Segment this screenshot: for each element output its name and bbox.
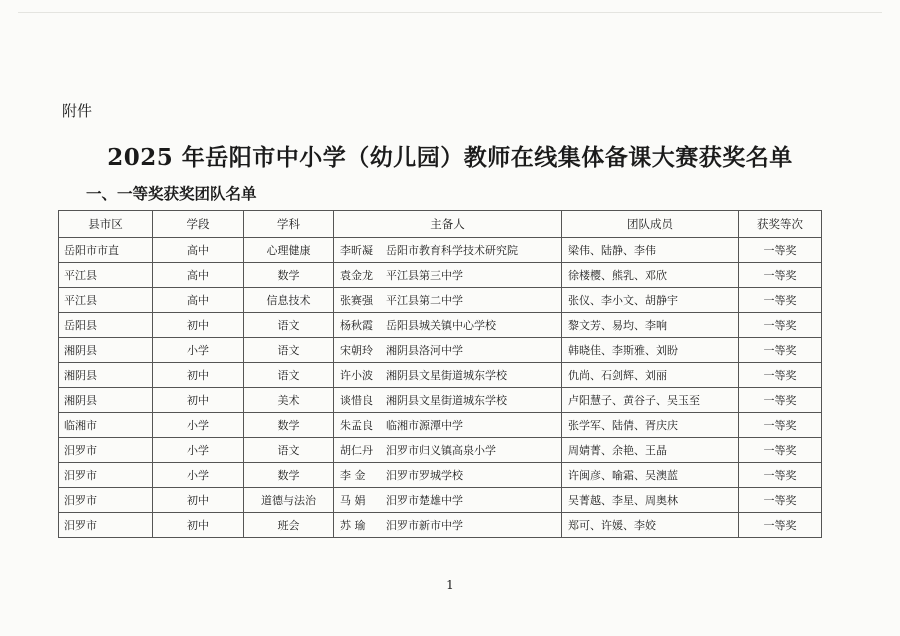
cell-award: 一等奖 <box>739 488 822 513</box>
cell-stage: 小学 <box>153 438 244 463</box>
cell-county: 汨罗市 <box>59 513 153 538</box>
lead-teacher-name: 李 金 <box>340 469 366 482</box>
cell-subject: 语文 <box>244 363 334 388</box>
cell-members: 黎文芳、易均、李响 <box>562 313 739 338</box>
cell-lead <box>334 288 562 313</box>
cell-county: 湘阴县 <box>59 388 153 413</box>
cell-stage: 小学 <box>153 413 244 438</box>
lead-teacher-school: 岳阳市教育科学技术研究院 <box>386 244 518 257</box>
cell-award: 一等奖 <box>739 313 822 338</box>
cell-lead <box>334 438 562 463</box>
cell-lead <box>334 238 562 263</box>
lead-teacher-name: 袁金龙 <box>340 269 373 282</box>
header-award: 获奖等次 <box>739 211 822 238</box>
header-subject: 学科 <box>244 211 334 238</box>
cell-stage: 初中 <box>153 313 244 338</box>
cell-stage: 高中 <box>153 263 244 288</box>
lead-teacher-school: 汨罗市归义镇高泉小学 <box>386 444 496 457</box>
cell-members: 吴菁越、李星、周奥林 <box>562 488 739 513</box>
cell-members: 张仪、李小文、胡静宇 <box>562 288 739 313</box>
lead-teacher-name: 胡仁丹 <box>340 444 373 457</box>
cell-county: 岳阳县 <box>59 313 153 338</box>
cell-subject: 语文 <box>244 438 334 463</box>
cell-lead <box>334 513 562 538</box>
cell-award: 一等奖 <box>739 388 822 413</box>
cell-lead <box>334 338 562 363</box>
cell-stage: 初中 <box>153 488 244 513</box>
lead-teacher-school: 平江县第二中学 <box>386 294 463 307</box>
table-row <box>59 463 822 488</box>
table-row <box>59 388 822 413</box>
cell-lead <box>334 488 562 513</box>
cell-lead <box>334 388 562 413</box>
cell-subject: 心理健康 <box>244 238 334 263</box>
cell-subject: 数学 <box>244 413 334 438</box>
lead-teacher-school: 临湘市源潭中学 <box>386 419 463 432</box>
cell-stage: 小学 <box>153 463 244 488</box>
cell-subject: 数学 <box>244 463 334 488</box>
cell-award: 一等奖 <box>739 513 822 538</box>
cell-award: 一等奖 <box>739 338 822 363</box>
award-table-body <box>59 238 822 538</box>
lead-teacher-name: 谈惜良 <box>340 394 373 407</box>
table-row <box>59 338 822 363</box>
cell-members: 许闽彦、喻霜、吴澳蓝 <box>562 463 739 488</box>
award-table <box>58 210 822 538</box>
cell-stage: 初中 <box>153 513 244 538</box>
lead-teacher-name: 张赛强 <box>340 294 373 307</box>
header-lead: 主备人 <box>334 211 562 238</box>
cell-subject: 信息技术 <box>244 288 334 313</box>
cell-stage: 初中 <box>153 388 244 413</box>
cell-lead <box>334 313 562 338</box>
page-top-edge <box>18 12 882 13</box>
cell-award: 一等奖 <box>739 288 822 313</box>
lead-teacher-school: 汨罗市新市中学 <box>386 519 463 532</box>
table-row <box>59 513 822 538</box>
cell-members: 卢阳慧子、黄谷子、吴玉至 <box>562 388 739 413</box>
table-row <box>59 438 822 463</box>
table-row <box>59 238 822 263</box>
lead-teacher-school: 平江县第三中学 <box>386 269 463 282</box>
cell-subject: 美术 <box>244 388 334 413</box>
header-members: 团队成员 <box>562 211 739 238</box>
section-heading: 一、一等奖获奖团队名单 <box>86 185 257 203</box>
lead-teacher-school: 湘阴县文星街道城东学校 <box>386 369 507 382</box>
cell-subject: 道德与法治 <box>244 488 334 513</box>
table-row <box>59 288 822 313</box>
cell-stage: 初中 <box>153 363 244 388</box>
table-row <box>59 413 822 438</box>
table-row <box>59 488 822 513</box>
cell-subject: 班会 <box>244 513 334 538</box>
table-row <box>59 263 822 288</box>
cell-subject: 语文 <box>244 313 334 338</box>
cell-members: 梁伟、陆静、李伟 <box>562 238 739 263</box>
cell-county: 平江县 <box>59 288 153 313</box>
cell-stage: 高中 <box>153 238 244 263</box>
lead-teacher-name: 李昕凝 <box>340 244 373 257</box>
cell-lead <box>334 263 562 288</box>
cell-stage: 小学 <box>153 338 244 363</box>
cell-county: 平江县 <box>59 263 153 288</box>
cell-award: 一等奖 <box>739 413 822 438</box>
cell-county: 汨罗市 <box>59 488 153 513</box>
cell-members: 郑可、许媛、李姣 <box>562 513 739 538</box>
lead-teacher-school: 湘阴县文星街道城东学校 <box>386 394 507 407</box>
cell-county: 湘阴县 <box>59 338 153 363</box>
cell-lead <box>334 363 562 388</box>
lead-teacher-name: 许小波 <box>340 369 373 382</box>
cell-award: 一等奖 <box>739 463 822 488</box>
cell-county: 汨罗市 <box>59 463 153 488</box>
attachment-label: 附件 <box>62 102 93 120</box>
cell-members: 张学军、陆倩、胥庆庆 <box>562 413 739 438</box>
table-header-row <box>59 211 822 238</box>
cell-members: 周婧菁、余艳、王晶 <box>562 438 739 463</box>
lead-teacher-name: 马 娟 <box>340 494 366 507</box>
cell-award: 一等奖 <box>739 263 822 288</box>
cell-county: 岳阳市市直 <box>59 238 153 263</box>
lead-teacher-school: 汨罗市罗城学校 <box>386 469 463 482</box>
table-row <box>59 363 822 388</box>
lead-teacher-school: 汨罗市楚雄中学 <box>386 494 463 507</box>
cell-stage: 高中 <box>153 288 244 313</box>
lead-teacher-school: 湘阴县洛河中学 <box>386 344 463 357</box>
cell-lead <box>334 463 562 488</box>
cell-members: 韩晓佳、李斯雅、刘盼 <box>562 338 739 363</box>
lead-teacher-name: 杨秋霞 <box>340 319 373 332</box>
lead-teacher-school: 岳阳县城关镇中心学校 <box>386 319 496 332</box>
cell-county: 湘阴县 <box>59 363 153 388</box>
document-title: 2025 年岳阳市中小学（幼儿园）教师在线集体备课大赛获奖名单 <box>107 144 793 171</box>
header-stage: 学段 <box>153 211 244 238</box>
cell-award: 一等奖 <box>739 238 822 263</box>
cell-subject: 数学 <box>244 263 334 288</box>
cell-award: 一等奖 <box>739 438 822 463</box>
page-number: 1 <box>446 578 454 592</box>
cell-members: 徐楼樱、熊乳、邓欣 <box>562 263 739 288</box>
header-county: 县市区 <box>59 211 153 238</box>
cell-county: 汨罗市 <box>59 438 153 463</box>
lead-teacher-name: 苏 瑜 <box>340 519 366 532</box>
cell-lead <box>334 413 562 438</box>
cell-county: 临湘市 <box>59 413 153 438</box>
cell-subject: 语文 <box>244 338 334 363</box>
lead-teacher-name: 宋朝玲 <box>340 344 373 357</box>
lead-teacher-name: 朱孟良 <box>340 419 373 432</box>
cell-award: 一等奖 <box>739 363 822 388</box>
cell-members: 仇尚、石剑辉、刘丽 <box>562 363 739 388</box>
table-row <box>59 313 822 338</box>
